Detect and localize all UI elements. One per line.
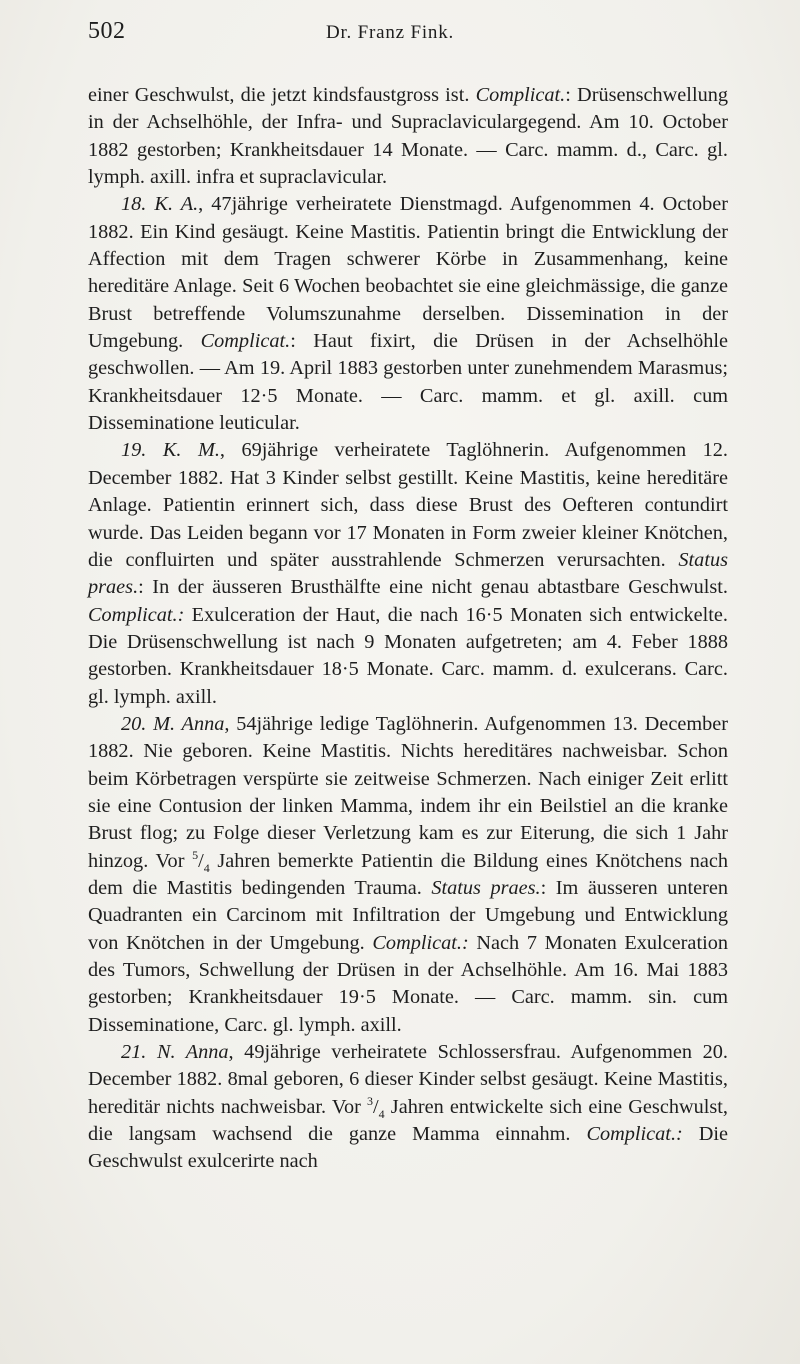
continuation-paragraph: einer Geschwulst, die jetzt kindsfaustgross ist. Complicat.: Drüsenschwellung in der Achselhöhle, der Infra- und Supraclaviculargegend. Am 10. October 1882 gestorben; Krankheitsdauer 14 Monate. — Carc. mamm. d., Carc. gl. lymph. axill. infra et supraclavicular. <box>88 84 728 189</box>
fraction: $^3/_4$ <box>367 1093 385 1121</box>
case-19-paragraph: 19. K. M., 69jährige verheiratete Taglöhnerin. Aufgenommen 12. December 1882. Hat 3 Kinder selbst gestillt. Keine Mastitis, keine hereditäre Anlage. Patientin erinnert sich, dass diese Brust des Oefteren contundirt wurde. Das Leiden begann vor 17 Monaten in Form zweier kleiner Knötchen, die confluirten und später ausstrahlende Schmerzen verursachten. Status praes.: In der äusseren Brusthälfte eine nicht genau abtastbare Geschwulst. Complicat.: Exulceration der Haut, die nach 16·5 Monaten sich entwickelte. Die Drüsenschwellung ist nach 9 Monaten aufgetreten; am 4. Feber 1888 gestorben. Krankheitsdauer 18·5 Monate. Carc. mamm. d. exulcerans. Carc. gl. lymph. axill. <box>88 439 729 708</box>
complicat-label: Complicat. <box>475 84 566 106</box>
case-18-paragraph: 18. K. A., 47jährige verheiratete Dienstmagd. Aufgenommen 4. October 1882. Ein Kind gesäugt. Keine Mastitis. Patientin bringt die Entwicklung der Affection mit dem Tragen schwerer Körbe in Zusammenhang, keine hereditäre Anlage. Seit 6 Wochen beobachtet sie eine gleichmässige, die ganze Brust betreffende Volumszunahme derselben. Dissemination in der Umgebung. Complicat.: Haut fixirt, die Drüsen in der Achselhöhle geschwollen. — Am 19. April 1883 gestorben unter zunehmendem Marasmus; Krankheitsdauer 12·5 Monate. — Carc. mamm. et gl. axill. cum Disseminatione leuticular. <box>88 193 728 435</box>
page-number: 502 <box>88 18 126 44</box>
fraction: $^5/_4$ <box>192 847 210 875</box>
case-number: 21. <box>121 1041 147 1064</box>
case-number: 20. <box>121 712 147 735</box>
patient-name: N. Anna <box>156 1041 229 1064</box>
patient-name: K. M. <box>162 439 220 462</box>
case-number: 18. <box>121 193 147 216</box>
complicat-label: Complicat. <box>200 330 291 353</box>
body-text <box>88 82 728 1176</box>
patient-name: K. A. <box>154 193 199 216</box>
patient-name: M. Anna <box>153 712 225 735</box>
case-20-paragraph: 20. M. Anna, 54jährige ledige Taglöhnerin. Aufgenommen 13. December 1882. Nie geboren. Keine Mastitis. Nichts hereditäres nachweisbar. Schon beim Körbetragen verspürte sie zeitweise Schmerzen. Nach einiger Zeit erlitt sie eine Contusion der linken Mamma, indem ihr ein Beilstiel an die kranke Brust flog; zu Folge dieser Verletzung kam es zur Eiterung, die sich 1 Jahr hinzog. Vor $^5/_4$ Jahren bemerkte Patientin die Bildung eines Knötchens nach dem die Mastitis bedingenden Trauma. Status praes.: Im äusseren unteren Quadranten ein Carcinom mit Infiltration der Umgebung und Entwicklung von Knötchen in der Umgebung. Complicat.: Nach 7 Monaten Exulceration des Tumors, Schwellung der Drüsen in der Achselhöhle. Am 16. Mai 1883 gestorben; Krankheitsdauer 19·5 Monate. — Carc. mamm. sin. cum Disseminatione, Carc. gl. lymph. axill. <box>88 712 728 1036</box>
case-21-paragraph: 21. N. Anna, 49jährige verheiratete Schlossersfrau. Aufgenommen 20. December 1882. 8mal geboren, 6 dieser Kinder selbst gesäugt. Keine Mastitis, hereditär nichts nachweisbar. Vor $^3/_4$ Jahren entwickelte sich eine Geschwulst, die langsam wachsend die ganze Mamma einnahm. Complicat.: Die Geschwulst exulcerirte nach <box>88 1041 728 1173</box>
page-header <box>88 18 728 58</box>
status-praes-label: Status praes. <box>88 548 728 599</box>
status-praes-label: Status praes. <box>431 876 541 899</box>
case-number: 19. <box>121 439 147 462</box>
complicat-label: Complicat.: <box>88 603 185 626</box>
complicat-label: Complicat.: <box>372 931 469 954</box>
running-head: Dr. Franz Fink. <box>325 22 455 43</box>
complicat-label: Complicat.: <box>586 1123 683 1146</box>
